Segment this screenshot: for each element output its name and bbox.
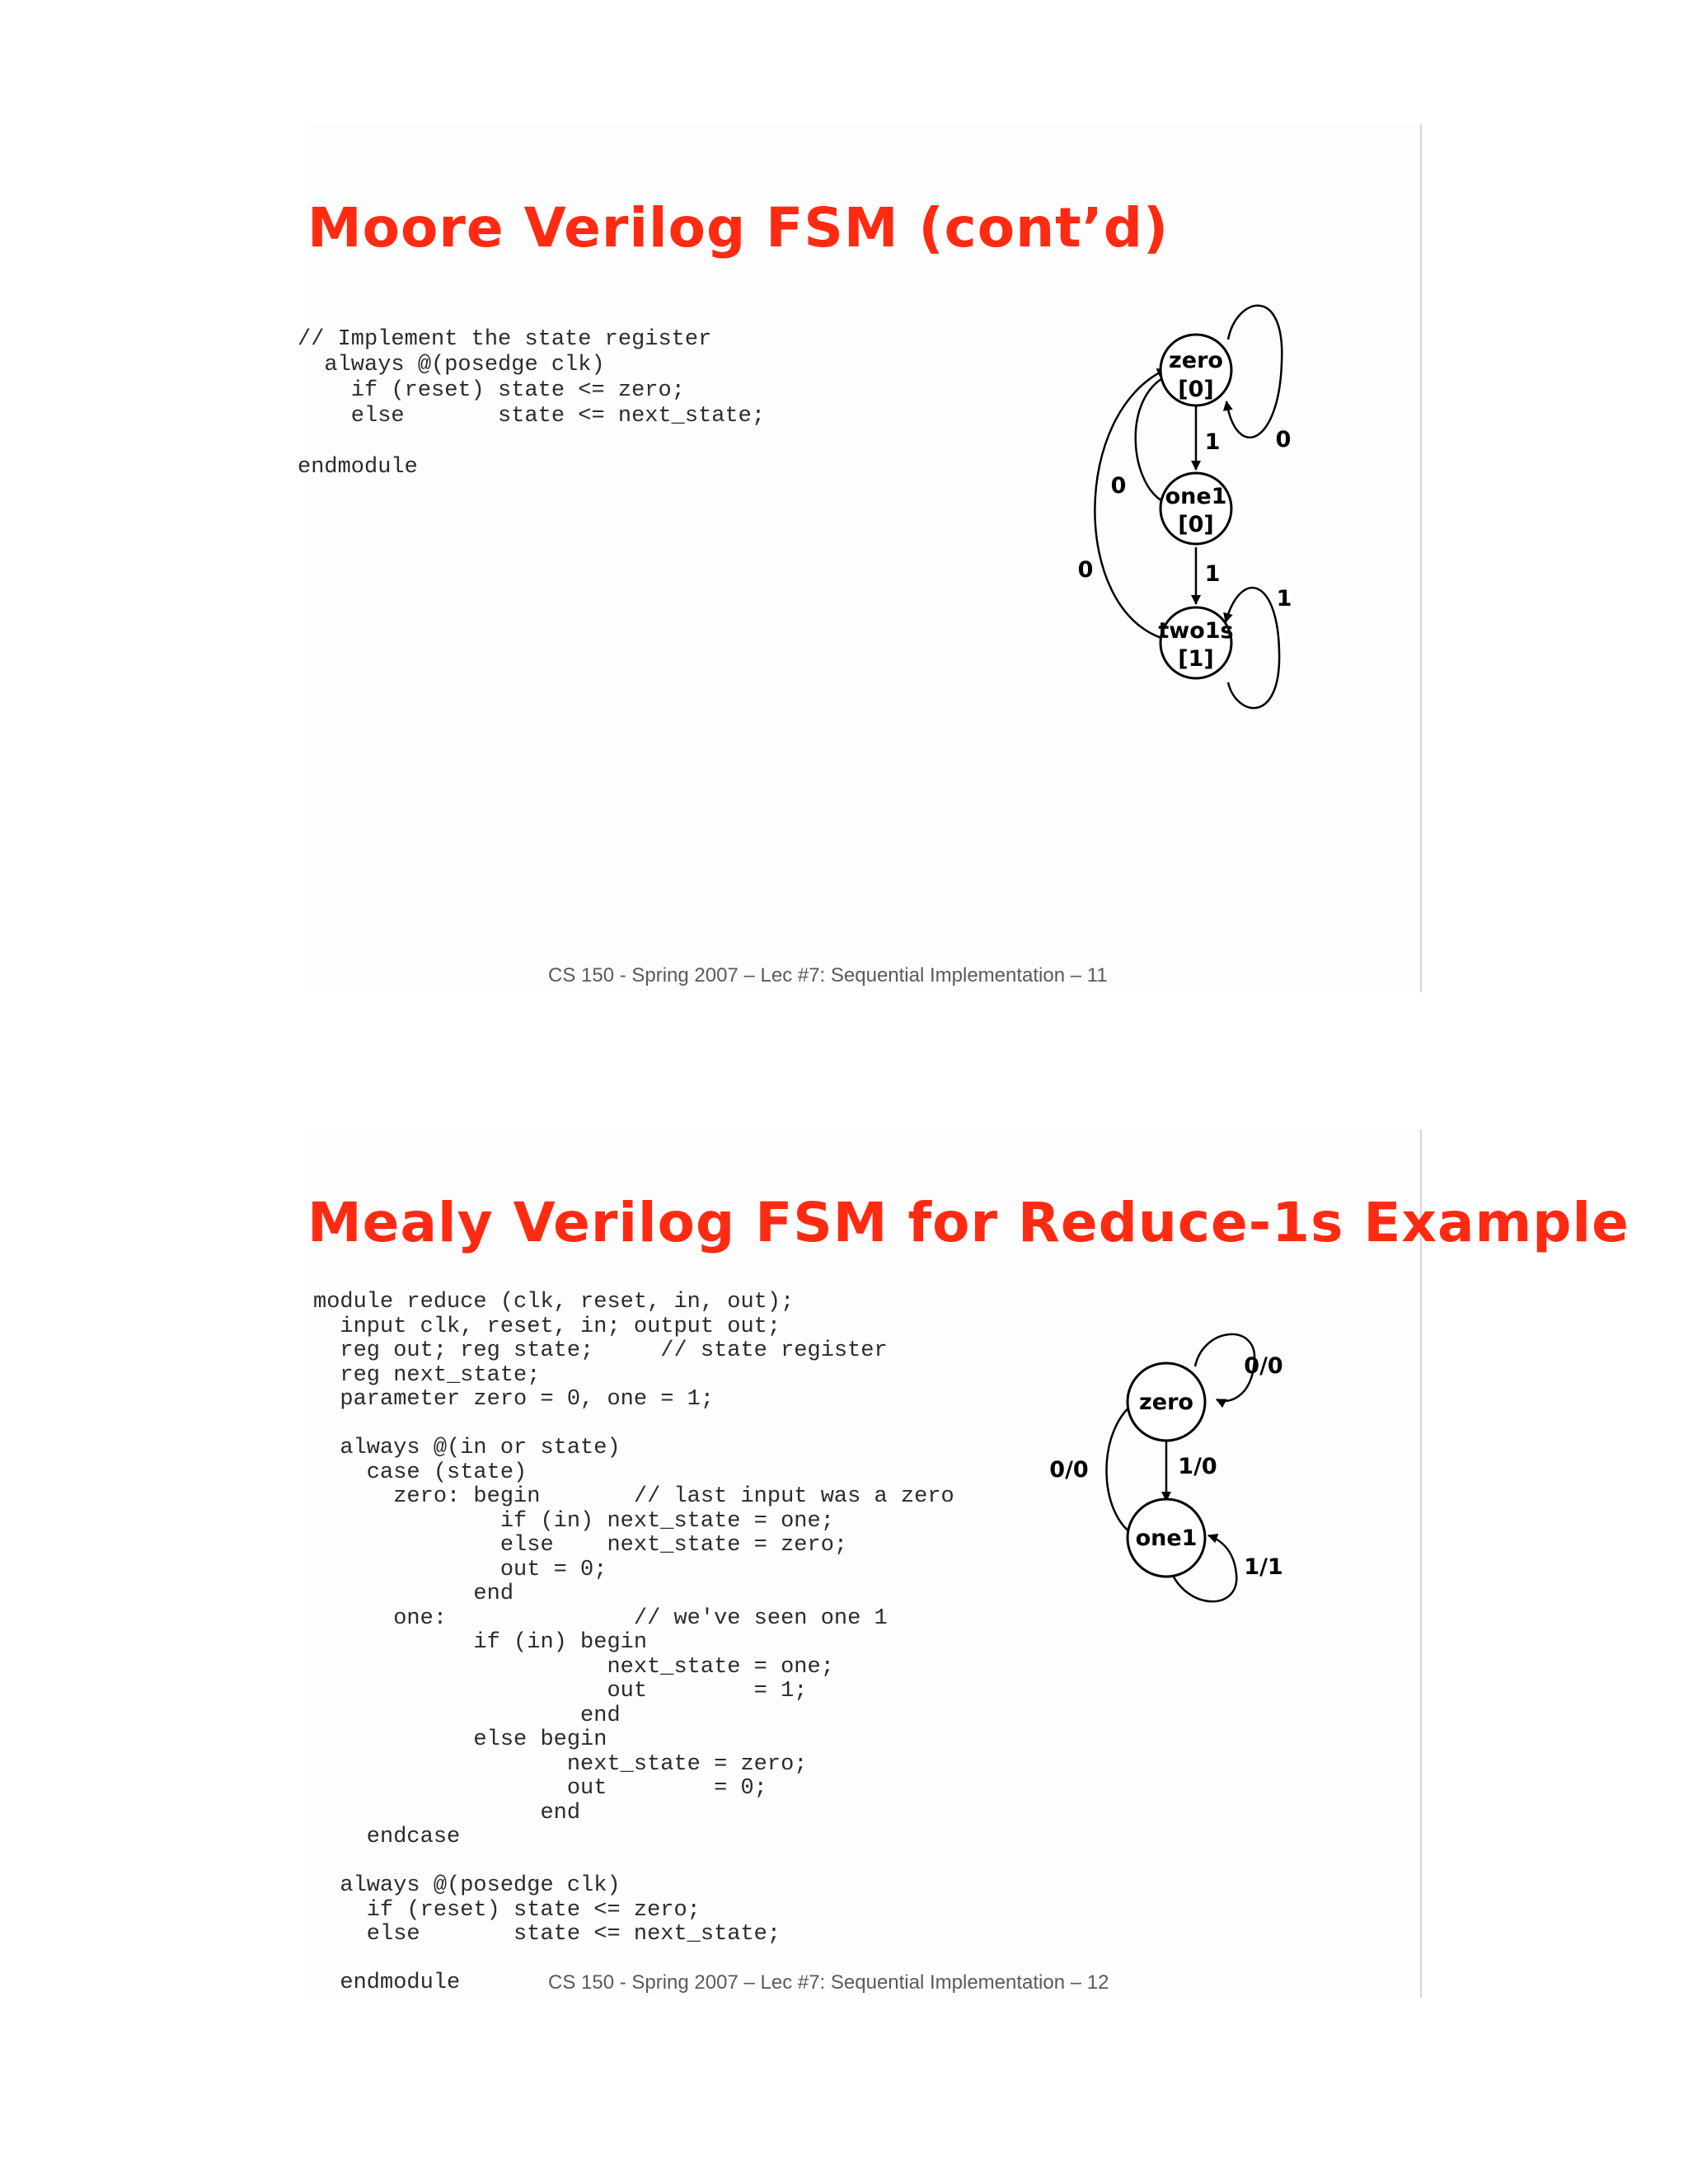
slide-footer: CS 150 - Spring 2007 – Lec #7: Sequential Implementation – 11 — [548, 964, 1108, 987]
slide-title: Mealy Verilog FSM for Reduce-1s Example — [307, 1191, 1629, 1254]
slide-title: Moore Verilog FSM (cont’d) — [307, 196, 1170, 260]
state-two1s-output: [1] — [1178, 646, 1214, 672]
edge-label-one1-to-zero: 0 — [1110, 473, 1127, 499]
state-one1-name: one1 — [1135, 1526, 1198, 1551]
edge-zero-self — [1226, 306, 1282, 438]
state-two1s-name: two1s — [1158, 618, 1234, 644]
state-zero-output: [0] — [1178, 377, 1214, 402]
state-one1-name: one1 — [1165, 484, 1227, 509]
edge-two1s-self — [1226, 588, 1279, 708]
moore-state-diagram — [0, 0, 1688, 1005]
edge-one1-to-zero — [1136, 375, 1169, 503]
state-one1-output: [0] — [1178, 512, 1214, 537]
edge-label-two1s-to-zero: 0 — [1077, 557, 1094, 583]
code-block: module reduce (clk, reset, in, out); input clk, reset, in; output out; reg out; reg state; // state register reg next_state; parameter zero = 0, one = 1; always @(in or state) case (state) zero: begin // last input was a zero if (in) next_state = one; else next_state = zero; out = 0; end one: // we've seen one 1 if (in) begin next_state = one; out = 1; end else begin next_state = zero; out = 0; end endcase always @(posedge clk) if (reset) state <= zero; else state <= next_state; endmodule — [313, 1290, 954, 1995]
code-block: // Implement the state register always @(posedge clk) if (reset) state <= zero; else state <= next_state; endmodule — [298, 327, 766, 480]
edge-label-one1-to-zero: 0/0 — [1049, 1457, 1089, 1483]
edge-label-two1s-self: 1 — [1276, 586, 1292, 612]
slide-footer: CS 150 - Spring 2007 – Lec #7: Sequential Implementation – 12 — [548, 1971, 1109, 1994]
slide-12 — [0, 1005, 1688, 2011]
edge-label-one1-to-two1s: 1 — [1204, 561, 1221, 587]
edge-label-zero-self: 0/0 — [1244, 1353, 1283, 1379]
edge-two1s-to-zero — [1095, 369, 1166, 639]
state-zero-name: zero — [1139, 1390, 1193, 1415]
edge-label-zero-to-one1: 1 — [1204, 429, 1221, 455]
mealy-state-diagram — [0, 1005, 1688, 2011]
edge-label-zero-self: 0 — [1275, 427, 1292, 452]
slide-11 — [0, 0, 1688, 1005]
edge-label-one1-self: 1/1 — [1244, 1554, 1283, 1580]
edge-label-zero-to-one1: 1/0 — [1178, 1454, 1217, 1479]
state-zero-name: zero — [1169, 348, 1223, 373]
